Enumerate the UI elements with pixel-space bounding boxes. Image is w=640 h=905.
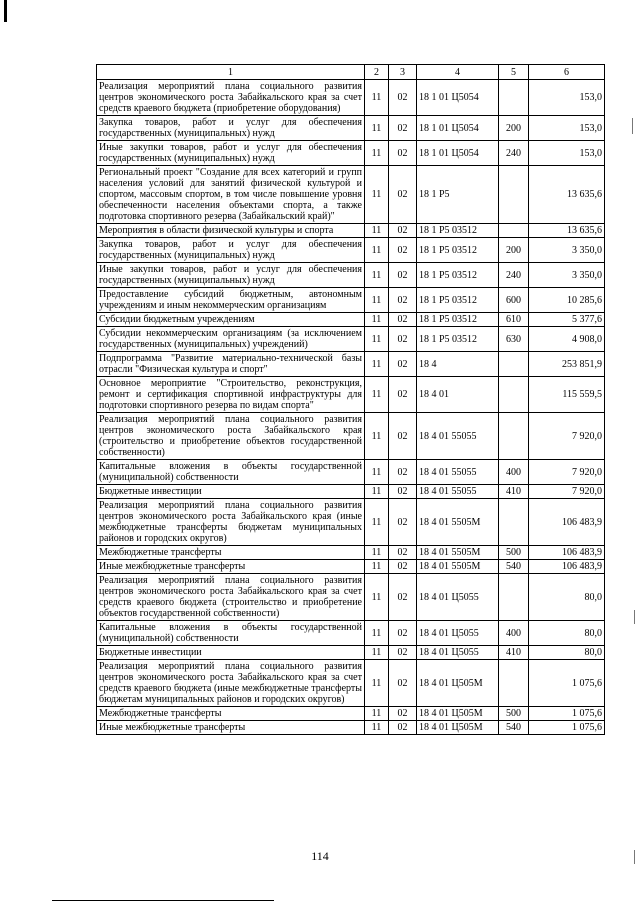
row-amount: 106 483,9 — [529, 560, 605, 574]
row-section: 11 — [365, 660, 389, 707]
row-subsection: 02 — [389, 313, 417, 327]
margin-tick — [632, 118, 633, 134]
row-section: 11 — [365, 560, 389, 574]
header-col-3: 3 — [389, 65, 417, 80]
row-expense-type: 200 — [499, 116, 529, 141]
table-row — [97, 288, 605, 313]
row-section: 11 — [365, 224, 389, 238]
row-target-article: 18 4 01 Ц5055 — [417, 646, 499, 660]
row-section: 11 — [365, 707, 389, 721]
row-section: 11 — [365, 646, 389, 660]
row-expense-type — [499, 377, 529, 413]
row-target-article: 18 4 01 5505М — [417, 546, 499, 560]
row-name: Закупка товаров, работ и услуг для обеспечения государственных (муниципальных) нужд — [97, 116, 365, 141]
row-target-article: 18 4 01 — [417, 377, 499, 413]
row-section: 11 — [365, 327, 389, 352]
row-name: Реализация мероприятий плана социального развития центров экономического роста Забайкальского края за счет средств краевого бюджета (строительство и приобретение объектов государственной собственности) — [97, 574, 365, 621]
row-amount: 106 483,9 — [529, 499, 605, 546]
row-expense-type: 540 — [499, 721, 529, 735]
table-row — [97, 660, 605, 707]
row-name: Иные закупки товаров, работ и услуг для обеспечения государственных (муниципальных) нужд — [97, 141, 365, 166]
row-name: Бюджетные инвестиции — [97, 646, 365, 660]
row-section: 11 — [365, 80, 389, 116]
table-row — [97, 352, 605, 377]
row-name: Основное мероприятие "Строительство, реконструкция, ремонт и сертификация спортивной инфраструктуры для подготовки спортивного резерва по видам спорта" — [97, 377, 365, 413]
table-row — [97, 721, 605, 735]
row-section: 11 — [365, 546, 389, 560]
row-expense-type: 500 — [499, 546, 529, 560]
row-name: Межбюджетные трансферты — [97, 707, 365, 721]
row-section: 11 — [365, 574, 389, 621]
table-row — [97, 116, 605, 141]
row-amount: 153,0 — [529, 116, 605, 141]
row-target-article: 18 4 01 Ц505М — [417, 707, 499, 721]
row-subsection: 02 — [389, 546, 417, 560]
row-subsection: 02 — [389, 485, 417, 499]
row-expense-type: 410 — [499, 485, 529, 499]
row-target-article: 18 1 P5 03512 — [417, 263, 499, 288]
row-section: 11 — [365, 288, 389, 313]
row-subsection: 02 — [389, 560, 417, 574]
row-amount: 7 920,0 — [529, 485, 605, 499]
row-name: Субсидии бюджетным учреждениям — [97, 313, 365, 327]
row-expense-type — [499, 413, 529, 460]
footer-rule — [52, 900, 274, 901]
row-expense-type — [499, 352, 529, 377]
row-amount: 1 075,6 — [529, 660, 605, 707]
table-row — [97, 141, 605, 166]
row-name: Иные закупки товаров, работ и услуг для обеспечения государственных (муниципальных) нужд — [97, 263, 365, 288]
row-amount: 5 377,6 — [529, 313, 605, 327]
row-expense-type — [499, 499, 529, 546]
margin-tick — [634, 610, 635, 624]
row-amount: 153,0 — [529, 80, 605, 116]
table-row — [97, 263, 605, 288]
row-target-article: 18 4 01 Ц5055 — [417, 574, 499, 621]
row-target-article: 18 1 P5 03512 — [417, 313, 499, 327]
row-target-article: 18 4 01 Ц5055 — [417, 621, 499, 646]
row-amount: 7 920,0 — [529, 460, 605, 485]
table-row — [97, 224, 605, 238]
row-name: Реализация мероприятий плана социального развития центров экономического роста Забайкальского края за счет средств краевого бюджета (приобретение оборудования) — [97, 80, 365, 116]
row-target-article: 18 1 01 Ц5054 — [417, 116, 499, 141]
table-row — [97, 546, 605, 560]
row-amount: 80,0 — [529, 621, 605, 646]
row-name: Предоставление субсидий бюджетным, автономным учреждениям и иным некоммерческим организациям — [97, 288, 365, 313]
table-header-row — [97, 65, 605, 80]
row-name: Подпрограмма "Развитие материально-технической базы отрасли "Физическая культура и спорт" — [97, 352, 365, 377]
row-subsection: 02 — [389, 621, 417, 646]
row-subsection: 02 — [389, 574, 417, 621]
row-amount: 80,0 — [529, 574, 605, 621]
table-row — [97, 707, 605, 721]
row-name: Реализация мероприятий плана социального развития центров экономического роста Забайкальского края (строительство и приобретение объектов государственной собственности) — [97, 413, 365, 460]
row-target-article: 18 1 P5 03512 — [417, 224, 499, 238]
row-expense-type: 400 — [499, 621, 529, 646]
row-target-article: 18 4 01 Ц505М — [417, 660, 499, 707]
table-row — [97, 560, 605, 574]
row-expense-type — [499, 80, 529, 116]
row-subsection: 02 — [389, 460, 417, 485]
row-section: 11 — [365, 263, 389, 288]
header-col-6: 6 — [529, 65, 605, 80]
row-name: Капитальные вложения в объекты государственной (муниципальной) собственности — [97, 460, 365, 485]
row-subsection: 02 — [389, 707, 417, 721]
header-col-5: 5 — [499, 65, 529, 80]
row-section: 11 — [365, 141, 389, 166]
row-amount: 10 285,6 — [529, 288, 605, 313]
margin-tick — [634, 850, 635, 864]
row-expense-type: 540 — [499, 560, 529, 574]
row-name: Иные межбюджетные трансферты — [97, 721, 365, 735]
row-section: 11 — [365, 313, 389, 327]
page-number: 114 — [311, 849, 329, 863]
row-subsection: 02 — [389, 327, 417, 352]
table-row — [97, 80, 605, 116]
row-target-article: 18 1 P5 — [417, 166, 499, 224]
row-section: 11 — [365, 721, 389, 735]
row-target-article: 18 4 01 55055 — [417, 460, 499, 485]
row-subsection: 02 — [389, 660, 417, 707]
table-row — [97, 166, 605, 224]
row-name: Реализация мероприятий плана социального развития центров экономического роста Забайкальского края за счет средств краевого бюджета (иные межбюджетные трансферты бюджетам муниципальных районов и городских округов) — [97, 660, 365, 707]
row-target-article: 18 4 01 5505М — [417, 560, 499, 574]
table-row — [97, 460, 605, 485]
table-row — [97, 574, 605, 621]
row-target-article: 18 4 01 Ц505М — [417, 721, 499, 735]
row-section: 11 — [365, 460, 389, 485]
row-name: Субсидии некоммерческим организациям (за исключением государственных (муниципальных) учреждений) — [97, 327, 365, 352]
row-section: 11 — [365, 485, 389, 499]
row-amount: 3 350,0 — [529, 263, 605, 288]
table-row — [97, 313, 605, 327]
row-name: Иные межбюджетные трансферты — [97, 560, 365, 574]
row-target-article: 18 4 01 55055 — [417, 413, 499, 460]
row-subsection: 02 — [389, 238, 417, 263]
row-amount: 13 635,6 — [529, 224, 605, 238]
table-row — [97, 327, 605, 352]
table-row — [97, 646, 605, 660]
row-section: 11 — [365, 377, 389, 413]
row-expense-type: 410 — [499, 646, 529, 660]
row-subsection: 02 — [389, 499, 417, 546]
row-section: 11 — [365, 413, 389, 460]
budget-table — [96, 64, 605, 735]
row-target-article: 18 1 P5 03512 — [417, 327, 499, 352]
row-target-article: 18 1 P5 03512 — [417, 238, 499, 263]
row-expense-type: 600 — [499, 288, 529, 313]
row-expense-type — [499, 660, 529, 707]
table-row — [97, 377, 605, 413]
row-subsection: 02 — [389, 141, 417, 166]
row-name: Региональный проект "Создание для всех категорий и групп населения условий для занятий физической культурой и спортом, массовым спортом, в том числе повышение уровня обеспеченности населения объектами спорта, а также подготовка спортивного резерва (Забайкальский край)" — [97, 166, 365, 224]
row-target-article: 18 1 01 Ц5054 — [417, 80, 499, 116]
row-amount: 80,0 — [529, 646, 605, 660]
row-amount: 153,0 — [529, 141, 605, 166]
table-row — [97, 621, 605, 646]
row-subsection: 02 — [389, 166, 417, 224]
row-subsection: 02 — [389, 413, 417, 460]
row-subsection: 02 — [389, 646, 417, 660]
row-expense-type — [499, 574, 529, 621]
row-amount: 7 920,0 — [529, 413, 605, 460]
row-amount: 253 851,9 — [529, 352, 605, 377]
row-amount: 4 908,0 — [529, 327, 605, 352]
row-section: 11 — [365, 499, 389, 546]
row-name: Мероприятия в области физической культуры и спорта — [97, 224, 365, 238]
row-subsection: 02 — [389, 80, 417, 116]
row-subsection: 02 — [389, 224, 417, 238]
row-expense-type: 240 — [499, 141, 529, 166]
row-expense-type: 200 — [499, 238, 529, 263]
table-row — [97, 485, 605, 499]
header-col-4: 4 — [417, 65, 499, 80]
row-name: Межбюджетные трансферты — [97, 546, 365, 560]
row-section: 11 — [365, 166, 389, 224]
row-section: 11 — [365, 352, 389, 377]
table-row — [97, 413, 605, 460]
row-section: 11 — [365, 116, 389, 141]
row-subsection: 02 — [389, 721, 417, 735]
row-amount: 106 483,9 — [529, 546, 605, 560]
header-col-1: 1 — [97, 65, 365, 80]
row-amount: 1 075,6 — [529, 721, 605, 735]
table-row — [97, 499, 605, 546]
row-expense-type: 400 — [499, 460, 529, 485]
row-section: 11 — [365, 238, 389, 263]
row-expense-type: 610 — [499, 313, 529, 327]
row-expense-type: 630 — [499, 327, 529, 352]
row-amount: 1 075,6 — [529, 707, 605, 721]
row-target-article: 18 1 P5 03512 — [417, 288, 499, 313]
row-subsection: 02 — [389, 352, 417, 377]
row-expense-type: 500 — [499, 707, 529, 721]
row-amount: 3 350,0 — [529, 238, 605, 263]
row-amount: 13 635,6 — [529, 166, 605, 224]
row-target-article: 18 1 01 Ц5054 — [417, 141, 499, 166]
row-target-article: 18 4 01 55055 — [417, 485, 499, 499]
row-expense-type — [499, 224, 529, 238]
row-name: Капитальные вложения в объекты государственной (муниципальной) собственности — [97, 621, 365, 646]
row-expense-type — [499, 166, 529, 224]
row-name: Бюджетные инвестиции — [97, 485, 365, 499]
row-name: Закупка товаров, работ и услуг для обеспечения государственных (муниципальных) нужд — [97, 238, 365, 263]
row-subsection: 02 — [389, 377, 417, 413]
row-subsection: 02 — [389, 116, 417, 141]
row-subsection: 02 — [389, 288, 417, 313]
row-target-article: 18 4 — [417, 352, 499, 377]
table-row — [97, 238, 605, 263]
row-subsection: 02 — [389, 263, 417, 288]
row-amount: 115 559,5 — [529, 377, 605, 413]
corner-mark — [4, 0, 7, 22]
row-expense-type: 240 — [499, 263, 529, 288]
row-target-article: 18 4 01 5505М — [417, 499, 499, 546]
header-col-2: 2 — [365, 65, 389, 80]
row-name: Реализация мероприятий плана социального развития центров экономического роста Забайкальского края (иные межбюджетные трансферты бюджетам муниципальных районов и городских округов) — [97, 499, 365, 546]
row-section: 11 — [365, 621, 389, 646]
